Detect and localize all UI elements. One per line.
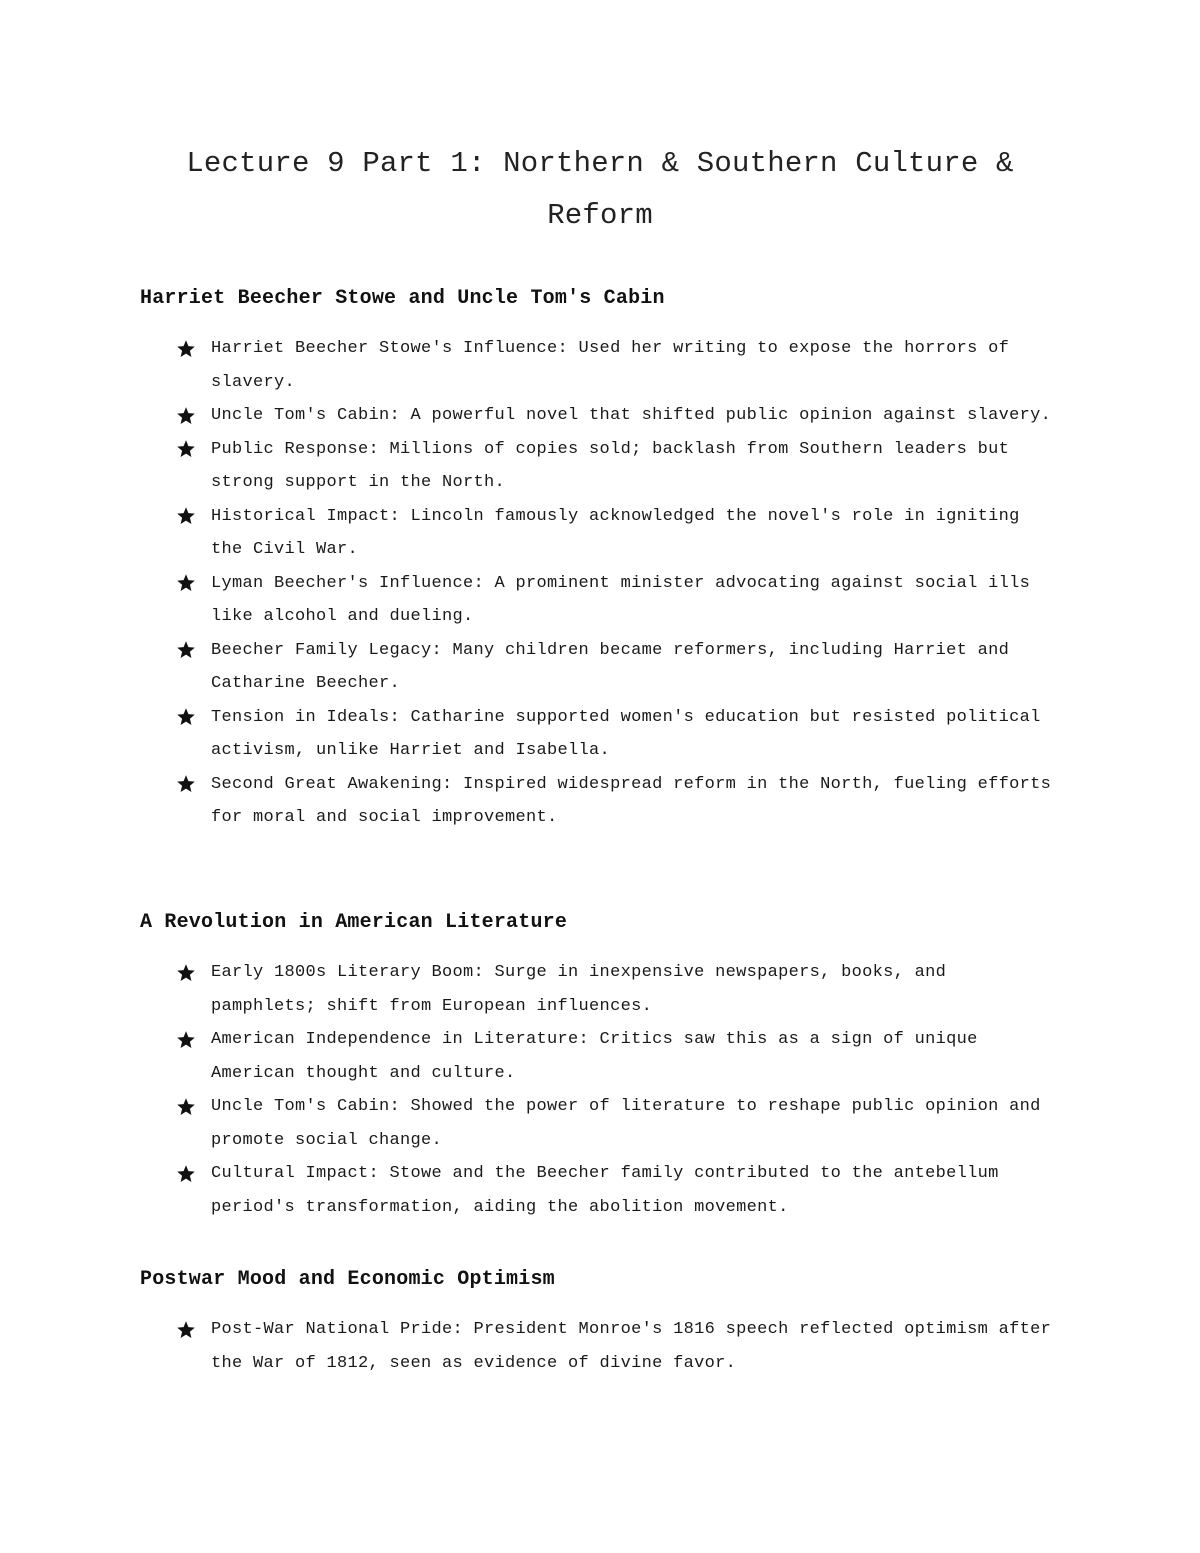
star-icon (176, 332, 196, 365)
list-item-text: Harriet Beecher Stowe's Influence: Used her writing to expose the horrors of slavery. (211, 339, 1010, 392)
list-item (140, 500, 1060, 567)
section-heading: Postwar Mood and Economic Optimism (140, 1268, 555, 1291)
list-item-text: Historical Impact: Lincoln famously acknowledged the novel's role in igniting the Civil War. (211, 506, 1020, 559)
list-item-text: Tension in Ideals: Catharine supported women's education but resisted political activism, unlike Harriet and Isabella. (211, 707, 1041, 760)
list-item (140, 332, 1060, 399)
star-icon (176, 768, 196, 801)
bullet-list (140, 332, 1060, 835)
list-item-text: Cultural Impact: Stowe and the Beecher family contributed to the antebellum period's transformation, aiding the abolition movement. (211, 1164, 999, 1217)
list-item (140, 1313, 1060, 1380)
list-item-text: American Independence in Literature: Critics saw this as a sign of unique American thought and culture. (211, 1030, 978, 1083)
section-harriet-beecher-stowe (140, 284, 1060, 835)
bullet-list (140, 1313, 1060, 1380)
list-item (140, 399, 1060, 433)
section-postwar-mood (140, 1265, 1060, 1380)
star-icon (176, 956, 196, 989)
star-icon (176, 1157, 196, 1190)
star-icon (176, 567, 196, 600)
list-item (140, 701, 1060, 768)
list-item (140, 1023, 1060, 1090)
list-item (140, 634, 1060, 701)
list-item (140, 567, 1060, 634)
list-item (140, 1090, 1060, 1157)
list-item-text: Post-War National Pride: President Monroe's 1816 speech reflected optimism after the War of 1812, seen as evidence of divine favor. (211, 1320, 1052, 1373)
list-item (140, 768, 1060, 835)
section-heading: Harriet Beecher Stowe and Uncle Tom's Cabin (140, 287, 665, 310)
star-icon (176, 1313, 196, 1346)
list-item-text: Uncle Tom's Cabin: A powerful novel that shifted public opinion against slavery. (211, 406, 1052, 425)
star-icon (176, 500, 196, 533)
list-item (140, 1157, 1060, 1224)
section-heading: A Revolution in American Literature (140, 911, 568, 934)
star-icon (176, 433, 196, 466)
star-icon (176, 701, 196, 734)
list-item-text: Second Great Awakening: Inspired widespread reform in the North, fueling efforts for moral and social improvement. (211, 774, 1052, 827)
star-icon (176, 1090, 196, 1123)
list-item-text: Public Response: Millions of copies sold; backlash from Southern leaders but strong support in the North. (211, 439, 1010, 492)
section-american-literature (140, 908, 1060, 1224)
list-item-text: Beecher Family Legacy: Many children became reformers, including Harriet and Catharine Beecher. (211, 640, 1010, 693)
star-icon (176, 399, 196, 432)
list-item (140, 956, 1060, 1023)
list-item-text: Early 1800s Literary Boom: Surge in inexpensive newspapers, books, and pamphlets; shift from European influences. (211, 963, 947, 1016)
bullet-list (140, 956, 1060, 1224)
list-item-text: Lyman Beecher's Influence: A prominent minister advocating against social ills like alcohol and dueling. (211, 573, 1031, 626)
star-icon (176, 634, 196, 667)
star-icon (176, 1023, 196, 1056)
list-item (140, 433, 1060, 500)
list-item-text: Uncle Tom's Cabin: Showed the power of literature to reshape public opinion and promote social change. (211, 1097, 1041, 1150)
page-title: Lecture 9 Part 1: Northern & Southern Culture & Reform (186, 147, 1014, 232)
